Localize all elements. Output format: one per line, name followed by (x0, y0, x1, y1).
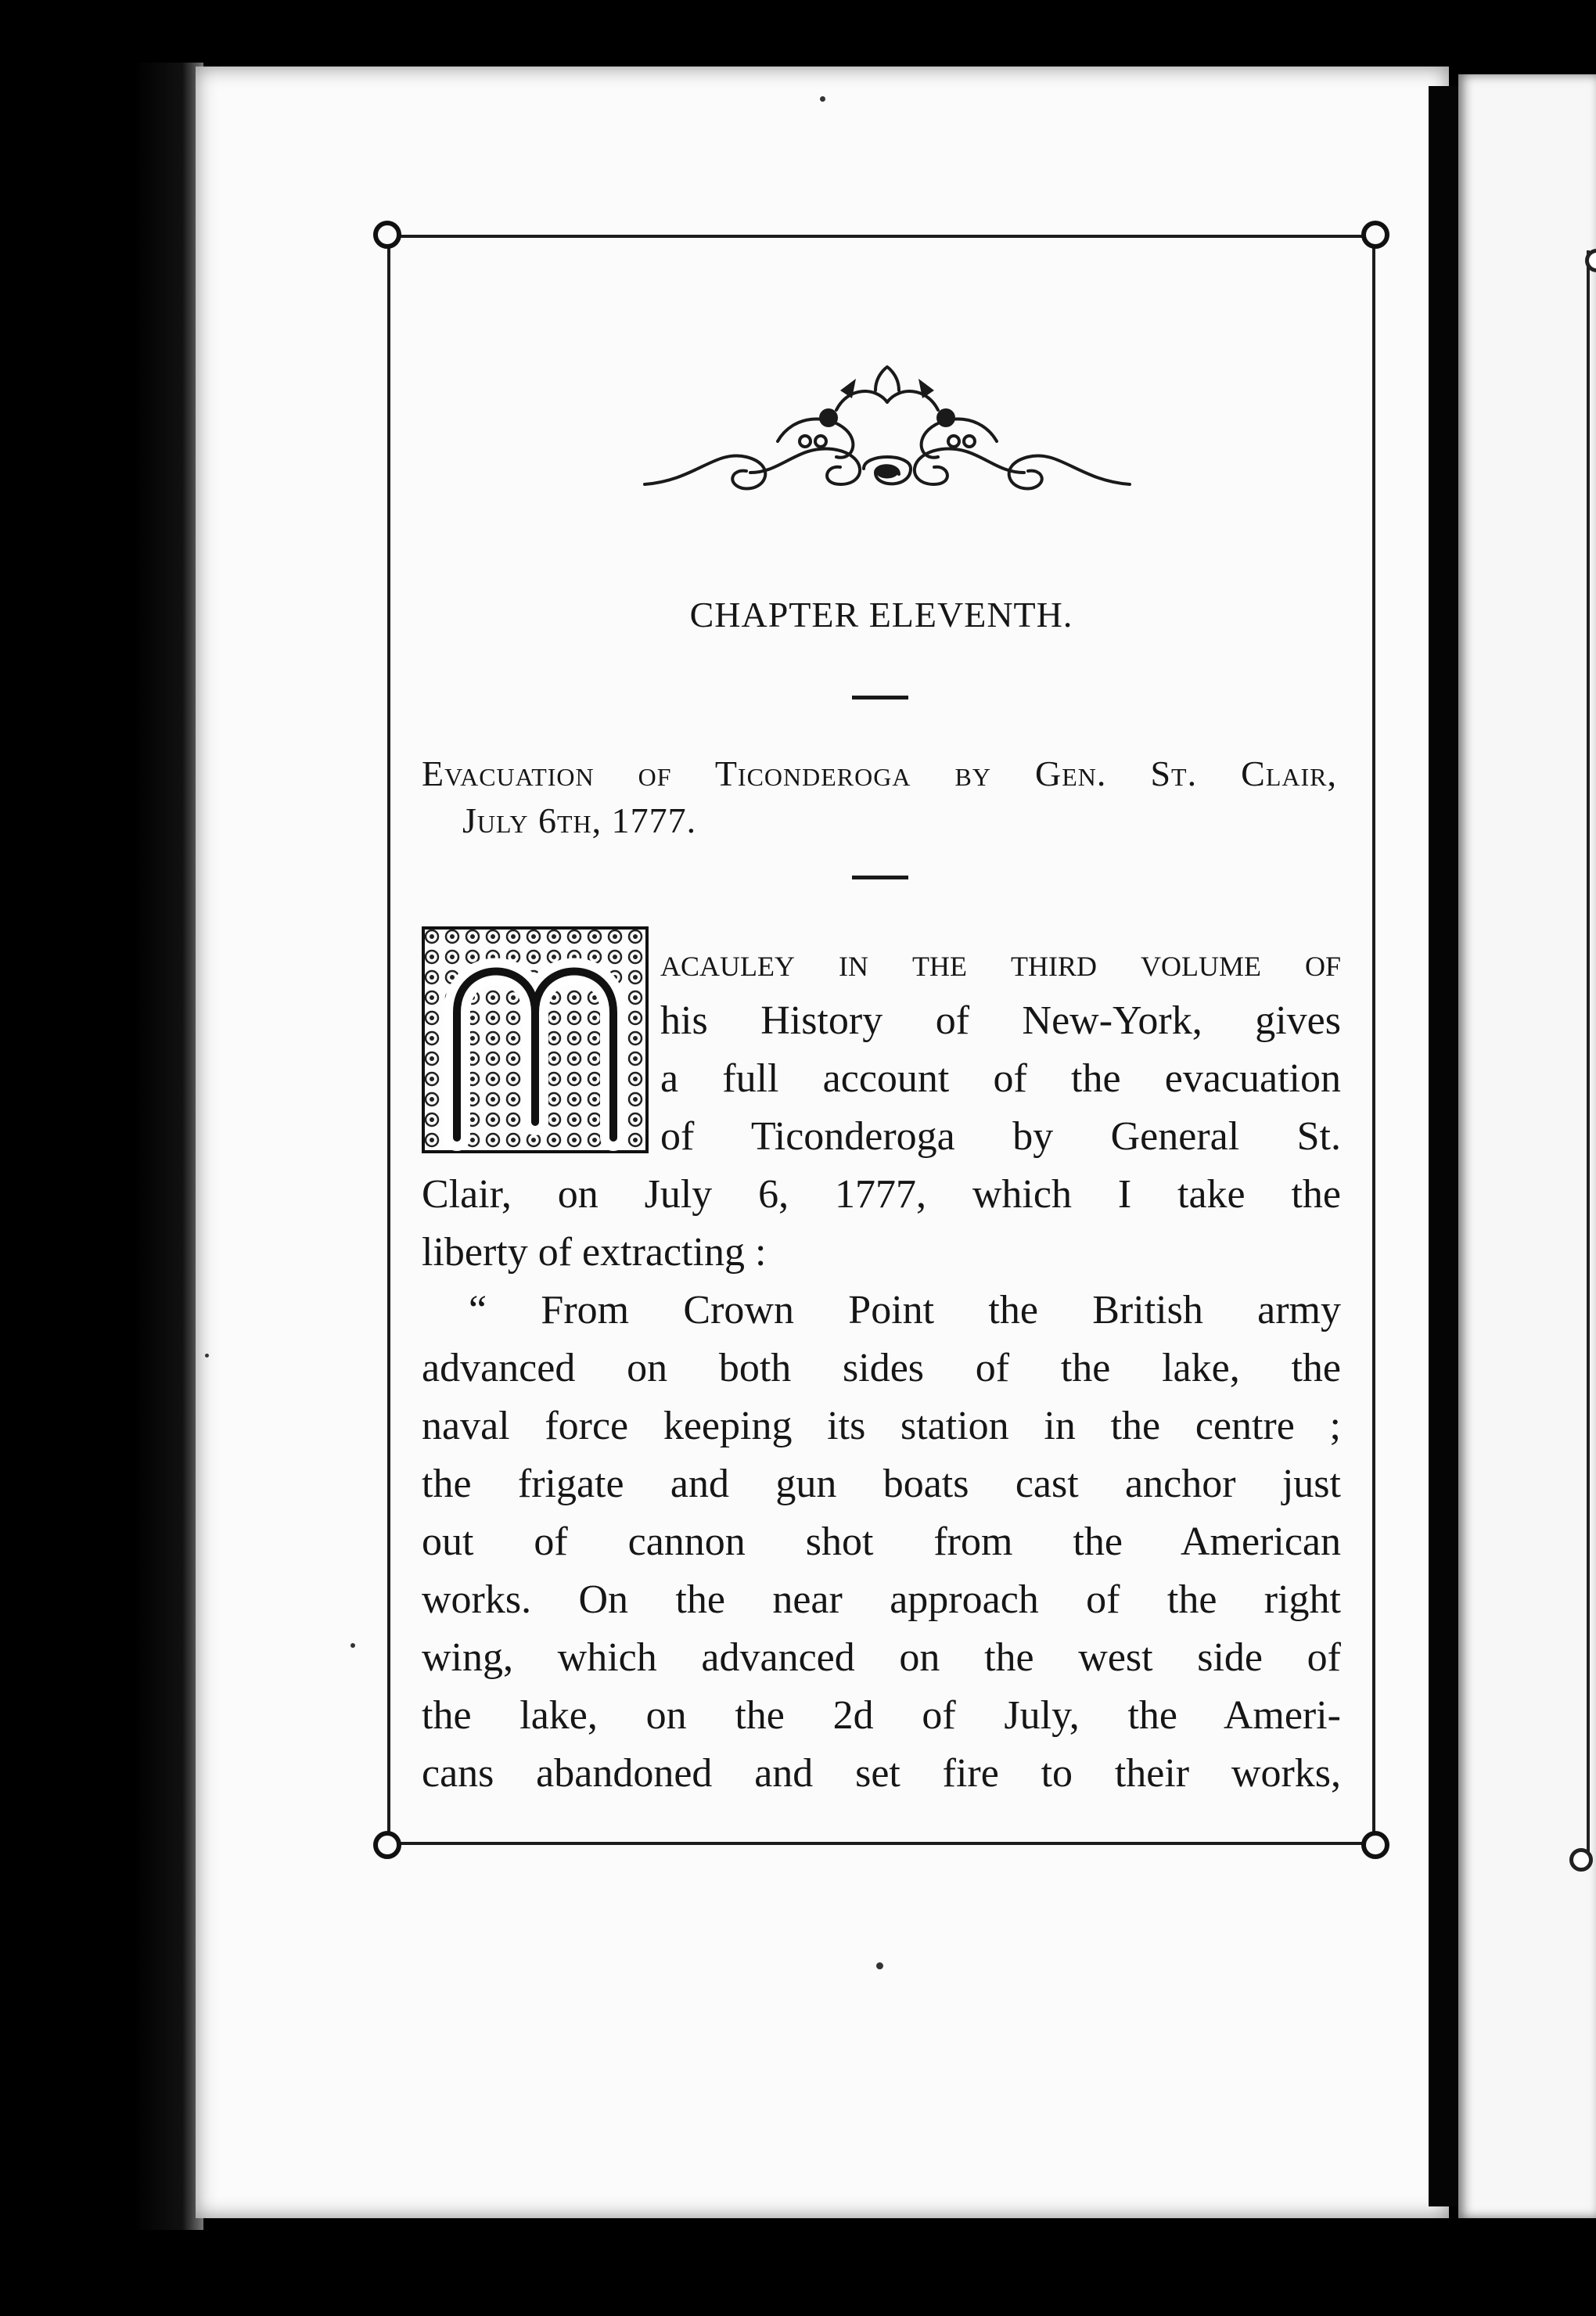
scan-speck (350, 1643, 355, 1648)
adjacent-page-corner-bottom (1569, 1848, 1593, 1872)
adjacent-page (1458, 74, 1596, 2218)
summary-rule (852, 876, 908, 879)
scan-speck (876, 1962, 883, 1969)
book-gutter (1429, 86, 1458, 2206)
body-line: the frigate and gun boats cast anchor just (422, 1462, 1341, 1506)
body-line: cans abandoned and set fire to their works, (422, 1751, 1341, 1796)
chapter-header-ornament (641, 355, 1134, 496)
chapter-summary (422, 750, 1337, 844)
book-edge-shadow (133, 63, 203, 2230)
frame-corner-ornament (373, 1831, 401, 1859)
body-line: out of cannon shot from the American (422, 1519, 1341, 1564)
frame-corner-ornament (1361, 221, 1389, 249)
frame-corner-ornament (373, 221, 401, 249)
title-rule (852, 696, 908, 699)
body-line: advanced on both sides of the lake, the (422, 1346, 1341, 1390)
chapter-title: CHAPTER ELEVENTH. (689, 595, 1073, 635)
summary-line: Evacuation of Ticonderoga by Gen. St. Clair, (422, 753, 1337, 793)
body-line: wing, which advanced on the west side of (422, 1635, 1341, 1680)
chapter-body (422, 934, 1341, 1803)
scan-speck (820, 96, 825, 102)
adjacent-page-border (1587, 250, 1590, 1854)
body-line: acauley in the third volume of (660, 940, 1341, 985)
body-line: Clair, on July 6, 1777, which I take the (422, 1172, 1341, 1217)
scan-speck (205, 1354, 209, 1358)
summary-line: July 6th, 1777. (462, 800, 697, 840)
body-line: a full account of the evacuation (660, 1056, 1341, 1101)
body-line: works. On the near approach of the right (422, 1577, 1341, 1622)
body-line: the lake, on the 2d of July, the Ameri- (422, 1693, 1341, 1738)
frame-corner-ornament (1361, 1831, 1389, 1859)
body-line: liberty of extracting : (422, 1230, 767, 1275)
page-text-frame (387, 235, 1375, 1845)
body-line: his History of New-York, gives (660, 998, 1341, 1043)
body-line: of Ticonderoga by General St. (660, 1114, 1341, 1159)
body-line: naval force keeping its station in the centre ; (422, 1404, 1341, 1448)
body-line: “ From Crown Point the British army (469, 1288, 1341, 1332)
